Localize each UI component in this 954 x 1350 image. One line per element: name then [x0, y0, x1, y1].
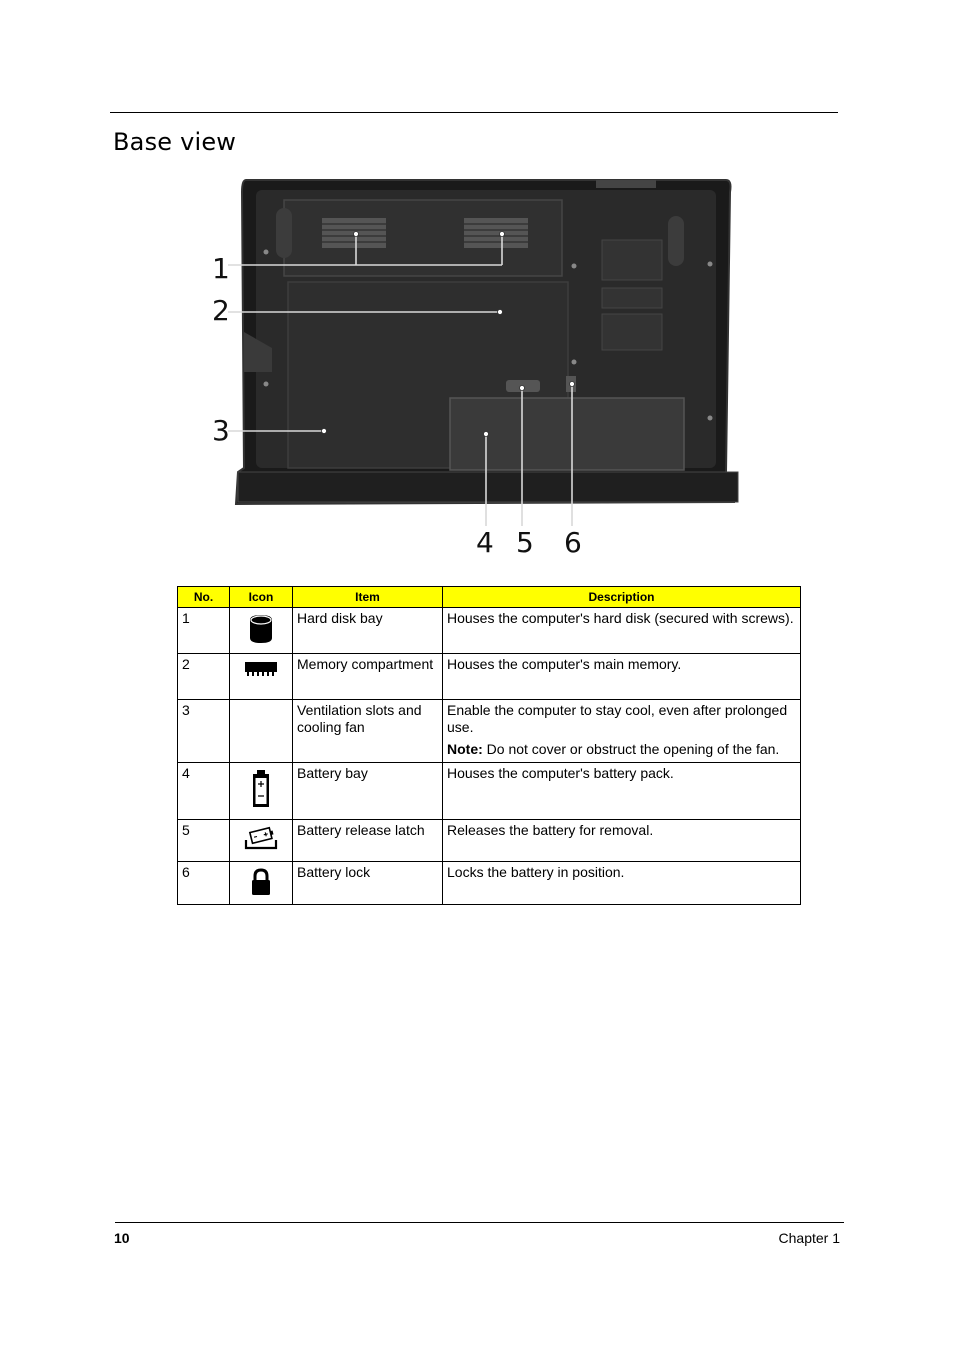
icon-cell — [230, 699, 293, 763]
note-label: Note: — [447, 740, 483, 757]
callout-4: 4 — [476, 526, 494, 559]
laptop-base-figure — [206, 172, 746, 562]
table-row — [178, 608, 801, 654]
memory-icon — [244, 660, 278, 678]
item-description: Houses the computer's hard disk (secured with screws). — [443, 608, 801, 654]
table-row — [178, 699, 801, 763]
item-name: Hard disk bay — [293, 608, 443, 654]
table-row — [178, 861, 801, 905]
item-description: Enable the computer to stay cool, even after prolonged use. — [447, 701, 788, 735]
icon-cell — [230, 653, 293, 699]
callout-5: 5 — [516, 526, 534, 559]
row-number: 4 — [178, 763, 230, 820]
callout-1: 1 — [212, 252, 230, 285]
row-number: 2 — [178, 653, 230, 699]
item-name: Battery release latch — [293, 820, 443, 862]
item-description: Houses the computer's battery pack. — [443, 763, 801, 820]
page-title: Base view — [113, 128, 237, 156]
base-view-table — [177, 586, 801, 905]
hard-disk-icon — [248, 614, 274, 644]
icon-cell — [230, 608, 293, 654]
laptop-base-illustration — [206, 172, 746, 562]
header-no: No. — [178, 587, 230, 608]
icon-cell — [230, 861, 293, 905]
icon-cell — [230, 763, 293, 820]
row-number: 1 — [178, 608, 230, 654]
header-rule — [110, 112, 838, 113]
item-description-cell — [443, 699, 801, 763]
table-row — [178, 763, 801, 820]
header-description: Description — [443, 587, 801, 608]
chapter-label: Chapter 1 — [778, 1230, 840, 1246]
row-number: 5 — [178, 820, 230, 862]
table-row — [178, 653, 801, 699]
header-item: Item — [293, 587, 443, 608]
item-description: Releases the battery for removal. — [443, 820, 801, 862]
item-description: Locks the battery in position. — [443, 861, 801, 905]
table-header-row — [178, 587, 801, 608]
note-text: Do not cover or obstruct the opening of the fan. — [482, 740, 780, 757]
header-icon: Icon — [230, 587, 293, 608]
footer-rule — [115, 1222, 844, 1223]
battery-release-icon — [244, 826, 278, 852]
page-number: 10 — [114, 1230, 130, 1246]
row-number: 3 — [178, 699, 230, 763]
note — [447, 741, 796, 759]
lock-icon — [250, 868, 272, 896]
callout-2: 2 — [212, 294, 230, 327]
table-row — [178, 820, 801, 862]
callout-3: 3 — [212, 414, 230, 447]
item-name: Ventilation slots and cooling fan — [293, 699, 443, 763]
callout-6: 6 — [564, 526, 582, 559]
item-name: Memory compartment — [293, 653, 443, 699]
item-description: Houses the computer's main memory. — [443, 653, 801, 699]
icon-cell — [230, 820, 293, 862]
item-name: Battery lock — [293, 861, 443, 905]
row-number: 6 — [178, 861, 230, 905]
item-name: Battery bay — [293, 763, 443, 820]
battery-icon — [251, 769, 271, 809]
